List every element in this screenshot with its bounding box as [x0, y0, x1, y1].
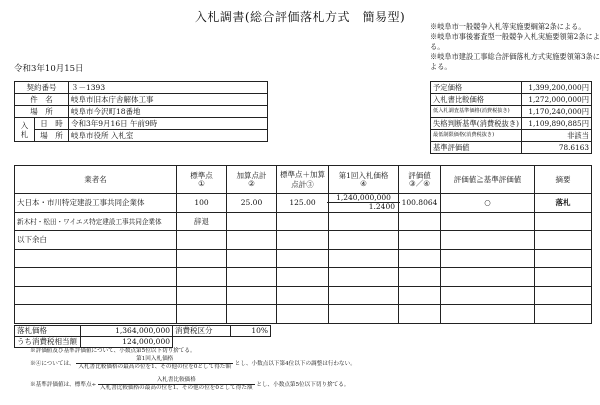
- add-score-header: 加算点計 ②: [227, 166, 277, 194]
- remarks-header: 摘要: [535, 166, 592, 194]
- eval-compare: ○: [441, 194, 535, 213]
- first-bid-header: 第1回入札価格 ④: [329, 166, 399, 194]
- std-score-header: 標準点 ①: [177, 166, 227, 194]
- table-row: [15, 231, 592, 250]
- contract-no: ３－1393: [69, 82, 268, 94]
- note-line: ※岐阜市一般競争入札等実施要綱第2条による。: [430, 22, 586, 31]
- tax-class-label: 消費税区分: [173, 326, 231, 337]
- sum-score: 125.00: [277, 194, 329, 213]
- comparison-price-label: 入札書比較価格: [431, 94, 522, 106]
- note-line: ※岐阜市事後審査型一般競争入札実施要領第2条による。: [430, 32, 600, 51]
- disqualify-threshold-label: 失格判断基準(消費税抜き): [431, 118, 522, 130]
- std-score: 100: [177, 194, 227, 213]
- table-row: [15, 268, 592, 287]
- disqualify-threshold: 1,109,890,885円: [521, 118, 591, 130]
- eval-header: 評価値 ③／④: [399, 166, 441, 194]
- tax-amount: 124,000,000: [81, 337, 173, 348]
- contract-no-label: 契約番号: [15, 82, 69, 94]
- company-name: 大日本・市川特定建設工事共同企業体: [15, 194, 177, 213]
- remarks: [535, 212, 592, 231]
- top-notes: [430, 22, 600, 72]
- table-row: [15, 212, 592, 231]
- contract-info-table: [14, 81, 268, 142]
- page-title: 入札調書(総合評価落札方式 簡易型): [194, 10, 406, 24]
- award-price: 1,364,000,000: [81, 326, 173, 337]
- price-table: [430, 81, 592, 154]
- document-date: 令和3年10月15日: [14, 64, 84, 74]
- case-label: 件 名: [15, 94, 69, 106]
- std-score: 辞退: [177, 212, 227, 231]
- datetime-label: 日 時: [35, 118, 69, 130]
- note-line: ※岐阜市建設工事総合評価落札方式実施要領第3条による。: [430, 52, 600, 71]
- place-label: 場 所: [15, 106, 69, 118]
- table-header-row: [15, 166, 592, 194]
- place: 岐阜市今沢町18番地: [69, 106, 268, 118]
- case-name: 岐阜市旧本庁舎解体工事: [69, 94, 268, 106]
- footnote-1: ※評価値及び基準評価値について、小数点第5位以下切り捨てる。: [30, 348, 196, 354]
- add-score: 25.00: [227, 194, 277, 213]
- sum-score-header: 標準点＋加算点計③: [277, 166, 329, 194]
- base-eval-label: 基準評価値: [431, 142, 522, 154]
- award-table: [14, 325, 271, 348]
- base-eval-value: 78.6163: [521, 142, 591, 154]
- company-name: 新木村・松田・ワイエス特定建設工事共同企業体: [15, 212, 177, 231]
- bid-place: 岐阜市役所 入札室: [69, 130, 268, 142]
- eval-compare-header: 評価値≧基準評価値: [441, 166, 535, 194]
- eval-value: [399, 212, 441, 231]
- company-header: 業者名: [15, 166, 177, 194]
- table-row: [15, 305, 592, 324]
- min-limit-price-label: 最低制限価格(消費税抜き): [431, 130, 522, 142]
- bid-datetime: 令和3年9月16日 午前9時: [69, 118, 268, 130]
- planned-price: 1,399,200,000円: [521, 82, 591, 94]
- company-name: 以下余白: [15, 231, 177, 250]
- first-bid: [329, 212, 399, 231]
- tax-class: 10%: [231, 326, 271, 337]
- eval-value: 100.8064: [399, 194, 441, 213]
- bid-results-table: [14, 165, 592, 324]
- low-bid-threshold-label: 低入札調査基準価格(消費税抜き): [431, 106, 522, 118]
- table-row: [15, 286, 592, 305]
- bid-label: 入 札: [15, 118, 35, 142]
- award-price-label: 落札価格: [15, 326, 81, 337]
- min-limit-price: 非該当: [521, 130, 591, 142]
- remarks: 落札: [535, 194, 592, 213]
- first-bid: 1,240,000,000 1.2400: [329, 194, 399, 213]
- add-score: [227, 212, 277, 231]
- footnote-2: ※④については、 $\frac{\text{第1回入札価格}}{\text{入札書比較価格の最高の位を1、その他の位を0として得た額}}$ とし、小数点以下第4位以下の調整は行わない。: [30, 356, 356, 370]
- footnote-3: ※基準評価値は、標準点÷ $\frac{\text{入札書比較価格}}{\text{入札書比較価格の最高の位を1、その他の位を0として得た額}}$ とし、小数点第5位以下切り捨てる。: [30, 377, 350, 391]
- eval-compare: [441, 212, 535, 231]
- sum-score: [277, 212, 329, 231]
- bid-place-label: 場 所: [35, 130, 69, 142]
- low-bid-threshold: 1,170,240,000円: [521, 106, 591, 118]
- planned-price-label: 予定価格: [431, 82, 522, 94]
- comparison-price: 1,272,000,000円: [521, 94, 591, 106]
- table-row: [15, 194, 592, 213]
- tax-amount-label: うち消費税相当額: [15, 337, 81, 348]
- table-row: [15, 249, 592, 268]
